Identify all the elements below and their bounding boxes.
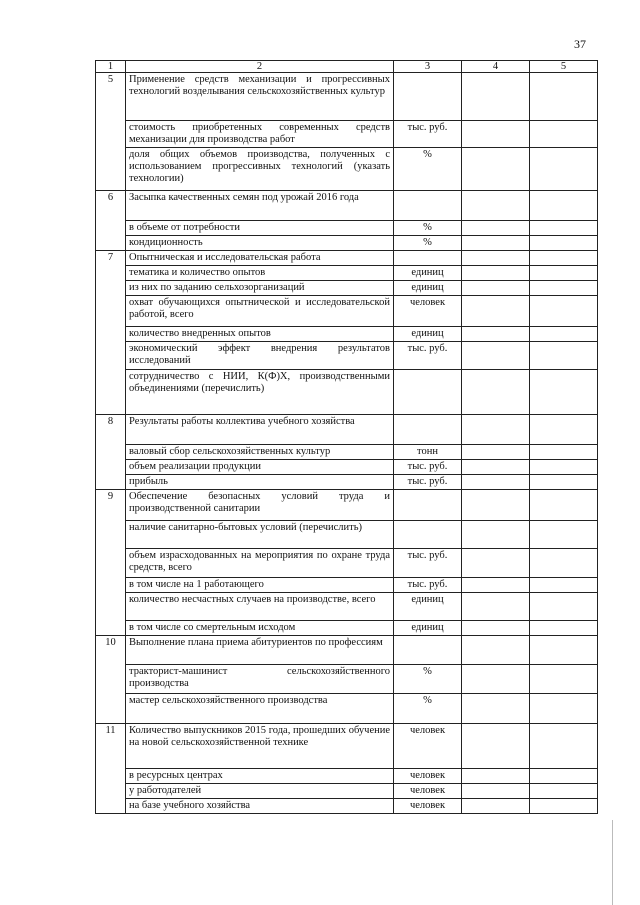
indicator-description: сотрудничество с НИИ, К(Ф)Х, производственными объединениями (перечислить) <box>126 370 394 415</box>
table-row <box>96 724 598 769</box>
value-cell-col-4[interactable] <box>462 621 530 636</box>
indicator-description: количество внедренных опытов <box>126 327 394 342</box>
indicator-description: доля общих объемов производства, полученных с использованием прогрессивных технологий (указать технологии) <box>126 148 394 191</box>
value-cell-col-5[interactable] <box>530 593 598 621</box>
unit-of-measure: единиц <box>394 621 462 636</box>
section-number: 9 <box>96 490 126 636</box>
table-row <box>96 221 598 236</box>
unit-of-measure: тыс. руб. <box>394 121 462 148</box>
value-cell-col-5[interactable] <box>530 665 598 694</box>
table-row <box>96 578 598 593</box>
indicator-description: Опытническая и исследовательская работа <box>126 251 394 266</box>
unit-of-measure: единиц <box>394 281 462 296</box>
table-row <box>96 296 598 327</box>
value-cell-col-5[interactable] <box>530 370 598 415</box>
value-cell-col-4[interactable] <box>462 694 530 724</box>
unit-of-measure: тыс. руб. <box>394 578 462 593</box>
table-row <box>96 784 598 799</box>
table-row <box>96 281 598 296</box>
value-cell-col-4[interactable] <box>462 191 530 221</box>
section-number: 5 <box>96 73 126 191</box>
indicator-description: Засыпка качественных семян под урожай 2016 года <box>126 191 394 221</box>
indicator-description: количество несчастных случаев на производстве, всего <box>126 593 394 621</box>
value-cell-col-4[interactable] <box>462 342 530 370</box>
unit-of-measure <box>394 636 462 665</box>
value-cell-col-4[interactable] <box>462 665 530 694</box>
indicator-description: Результаты работы коллектива учебного хозяйства <box>126 415 394 445</box>
indicator-description: в том числе на 1 работающего <box>126 578 394 593</box>
indicators-table <box>95 60 598 814</box>
unit-of-measure <box>394 73 462 121</box>
table-body <box>96 73 598 814</box>
value-cell-col-4[interactable] <box>462 799 530 814</box>
unit-of-measure: тонн <box>394 445 462 460</box>
scan-edge-line <box>612 820 613 905</box>
value-cell-col-4[interactable] <box>462 578 530 593</box>
report-sheet <box>95 60 597 814</box>
value-cell-col-4[interactable] <box>462 593 530 621</box>
table-row <box>96 621 598 636</box>
table-row <box>96 236 598 251</box>
value-cell-col-5[interactable] <box>530 636 598 665</box>
unit-of-measure: % <box>394 694 462 724</box>
header-col-2: 2 <box>126 61 394 73</box>
unit-of-measure: человек <box>394 724 462 769</box>
value-cell-col-5[interactable] <box>530 694 598 724</box>
table-row <box>96 148 598 191</box>
value-cell-col-5[interactable] <box>530 191 598 221</box>
table-row <box>96 370 598 415</box>
table-row <box>96 415 598 445</box>
unit-of-measure: тыс. руб. <box>394 342 462 370</box>
section-number: 8 <box>96 415 126 490</box>
table-row <box>96 121 598 148</box>
value-cell-col-5[interactable] <box>530 475 598 490</box>
unit-of-measure: единиц <box>394 266 462 281</box>
value-cell-col-4[interactable] <box>462 296 530 327</box>
value-cell-col-5[interactable] <box>530 281 598 296</box>
unit-of-measure: единиц <box>394 593 462 621</box>
unit-of-measure: тыс. руб. <box>394 460 462 475</box>
indicator-description: в ресурсных центрах <box>126 769 394 784</box>
indicator-description: тематика и количество опытов <box>126 266 394 281</box>
value-cell-col-5[interactable] <box>530 769 598 784</box>
value-cell-col-4[interactable] <box>462 251 530 266</box>
unit-of-measure: человек <box>394 296 462 327</box>
unit-of-measure <box>394 521 462 549</box>
value-cell-col-4[interactable] <box>462 281 530 296</box>
header-col-1: 1 <box>96 61 126 73</box>
value-cell-col-5[interactable] <box>530 251 598 266</box>
table-row <box>96 593 598 621</box>
value-cell-col-4[interactable] <box>462 636 530 665</box>
unit-of-measure: тыс. руб. <box>394 549 462 578</box>
value-cell-col-5[interactable] <box>530 73 598 121</box>
table-row <box>96 251 598 266</box>
table-row <box>96 266 598 281</box>
value-cell-col-5[interactable] <box>530 724 598 769</box>
value-cell-col-5[interactable] <box>530 621 598 636</box>
value-cell-col-5[interactable] <box>530 490 598 521</box>
value-cell-col-4[interactable] <box>462 221 530 236</box>
value-cell-col-4[interactable] <box>462 73 530 121</box>
value-cell-col-4[interactable] <box>462 266 530 281</box>
unit-of-measure: человек <box>394 769 462 784</box>
indicator-description: прибыль <box>126 475 394 490</box>
unit-of-measure <box>394 490 462 521</box>
unit-of-measure: % <box>394 665 462 694</box>
value-cell-col-4[interactable] <box>462 445 530 460</box>
indicator-description: Применение средств механизации и прогрессивных технологий возделывания сельскохозяйственных культур <box>126 73 394 121</box>
value-cell-col-5[interactable] <box>530 266 598 281</box>
indicator-description: Выполнение плана приема абитуриентов по профессиям <box>126 636 394 665</box>
indicator-description: Обеспечение безопасных условий труда и производственной санитарии <box>126 490 394 521</box>
table-row <box>96 445 598 460</box>
table-row <box>96 636 598 665</box>
header-col-5: 5 <box>530 61 598 73</box>
indicator-description: из них по заданию сельхозорганизаций <box>126 281 394 296</box>
value-cell-col-5[interactable] <box>530 578 598 593</box>
table-row <box>96 191 598 221</box>
unit-of-measure: человек <box>394 784 462 799</box>
value-cell-col-4[interactable] <box>462 490 530 521</box>
indicator-description: охват обучающихся опытнической и исследовательской работой, всего <box>126 296 394 327</box>
value-cell-col-4[interactable] <box>462 475 530 490</box>
value-cell-col-4[interactable] <box>462 724 530 769</box>
indicator-description: валовый сбор сельскохозяйственных культур <box>126 445 394 460</box>
indicator-description: наличие санитарно-бытовых условий (перечислить) <box>126 521 394 549</box>
value-cell-col-4[interactable] <box>462 148 530 191</box>
header-col-4: 4 <box>462 61 530 73</box>
table-row <box>96 694 598 724</box>
indicator-description: тракторист-машинист сельскохозяйственного производства <box>126 665 394 694</box>
value-cell-col-4[interactable] <box>462 460 530 475</box>
table-row <box>96 342 598 370</box>
table-header-row <box>96 61 598 73</box>
indicator-description: объем израсходованных на мероприятия по охране труда средств, всего <box>126 549 394 578</box>
indicator-description: на базе учебного хозяйства <box>126 799 394 814</box>
unit-of-measure: % <box>394 221 462 236</box>
unit-of-measure: % <box>394 148 462 191</box>
value-cell-col-5[interactable] <box>530 327 598 342</box>
indicator-description: у работодателей <box>126 784 394 799</box>
unit-of-measure: % <box>394 236 462 251</box>
value-cell-col-4[interactable] <box>462 549 530 578</box>
value-cell-col-5[interactable] <box>530 460 598 475</box>
value-cell-col-5[interactable] <box>530 342 598 370</box>
value-cell-col-5[interactable] <box>530 148 598 191</box>
value-cell-col-4[interactable] <box>462 121 530 148</box>
section-number: 10 <box>96 636 126 724</box>
page-number: 37 <box>574 37 586 51</box>
indicator-description: в объеме от потребности <box>126 221 394 236</box>
indicator-description: экономический эффект внедрения результатов исследований <box>126 342 394 370</box>
table-row <box>96 460 598 475</box>
section-number: 7 <box>96 251 126 415</box>
value-cell-col-4[interactable] <box>462 415 530 445</box>
value-cell-col-5[interactable] <box>530 784 598 799</box>
value-cell-col-4[interactable] <box>462 521 530 549</box>
value-cell-col-5[interactable] <box>530 549 598 578</box>
value-cell-col-4[interactable] <box>462 370 530 415</box>
indicator-description: в том числе со смертельным исходом <box>126 621 394 636</box>
table-row <box>96 73 598 121</box>
section-number: 6 <box>96 191 126 251</box>
table-row <box>96 549 598 578</box>
value-cell-col-5[interactable] <box>530 415 598 445</box>
section-number: 11 <box>96 724 126 814</box>
unit-of-measure: человек <box>394 799 462 814</box>
indicator-description: стоимость приобретенных современных средств механизации для производства работ <box>126 121 394 148</box>
indicator-description: мастер сельскохозяйственного производства <box>126 694 394 724</box>
value-cell-col-4[interactable] <box>462 327 530 342</box>
table-row <box>96 769 598 784</box>
value-cell-col-4[interactable] <box>462 236 530 251</box>
value-cell-col-4[interactable] <box>462 784 530 799</box>
unit-of-measure: единиц <box>394 327 462 342</box>
table-row <box>96 327 598 342</box>
value-cell-col-5[interactable] <box>530 521 598 549</box>
table-row <box>96 521 598 549</box>
value-cell-col-5[interactable] <box>530 121 598 148</box>
indicator-description: кондиционность <box>126 236 394 251</box>
indicator-description: Количество выпускников 2015 года, прошедших обучение на новой сельскохозяйственной технике <box>126 724 394 769</box>
value-cell-col-5[interactable] <box>530 445 598 460</box>
indicator-description: объем реализации продукции <box>126 460 394 475</box>
unit-of-measure: тыс. руб. <box>394 475 462 490</box>
table-row <box>96 665 598 694</box>
table-row <box>96 475 598 490</box>
value-cell-col-5[interactable] <box>530 221 598 236</box>
value-cell-col-5[interactable] <box>530 236 598 251</box>
unit-of-measure <box>394 251 462 266</box>
value-cell-col-5[interactable] <box>530 296 598 327</box>
header-col-3: 3 <box>394 61 462 73</box>
table-row <box>96 490 598 521</box>
unit-of-measure <box>394 415 462 445</box>
value-cell-col-4[interactable] <box>462 769 530 784</box>
value-cell-col-5[interactable] <box>530 799 598 814</box>
unit-of-measure <box>394 370 462 415</box>
unit-of-measure <box>394 191 462 221</box>
table-row <box>96 799 598 814</box>
